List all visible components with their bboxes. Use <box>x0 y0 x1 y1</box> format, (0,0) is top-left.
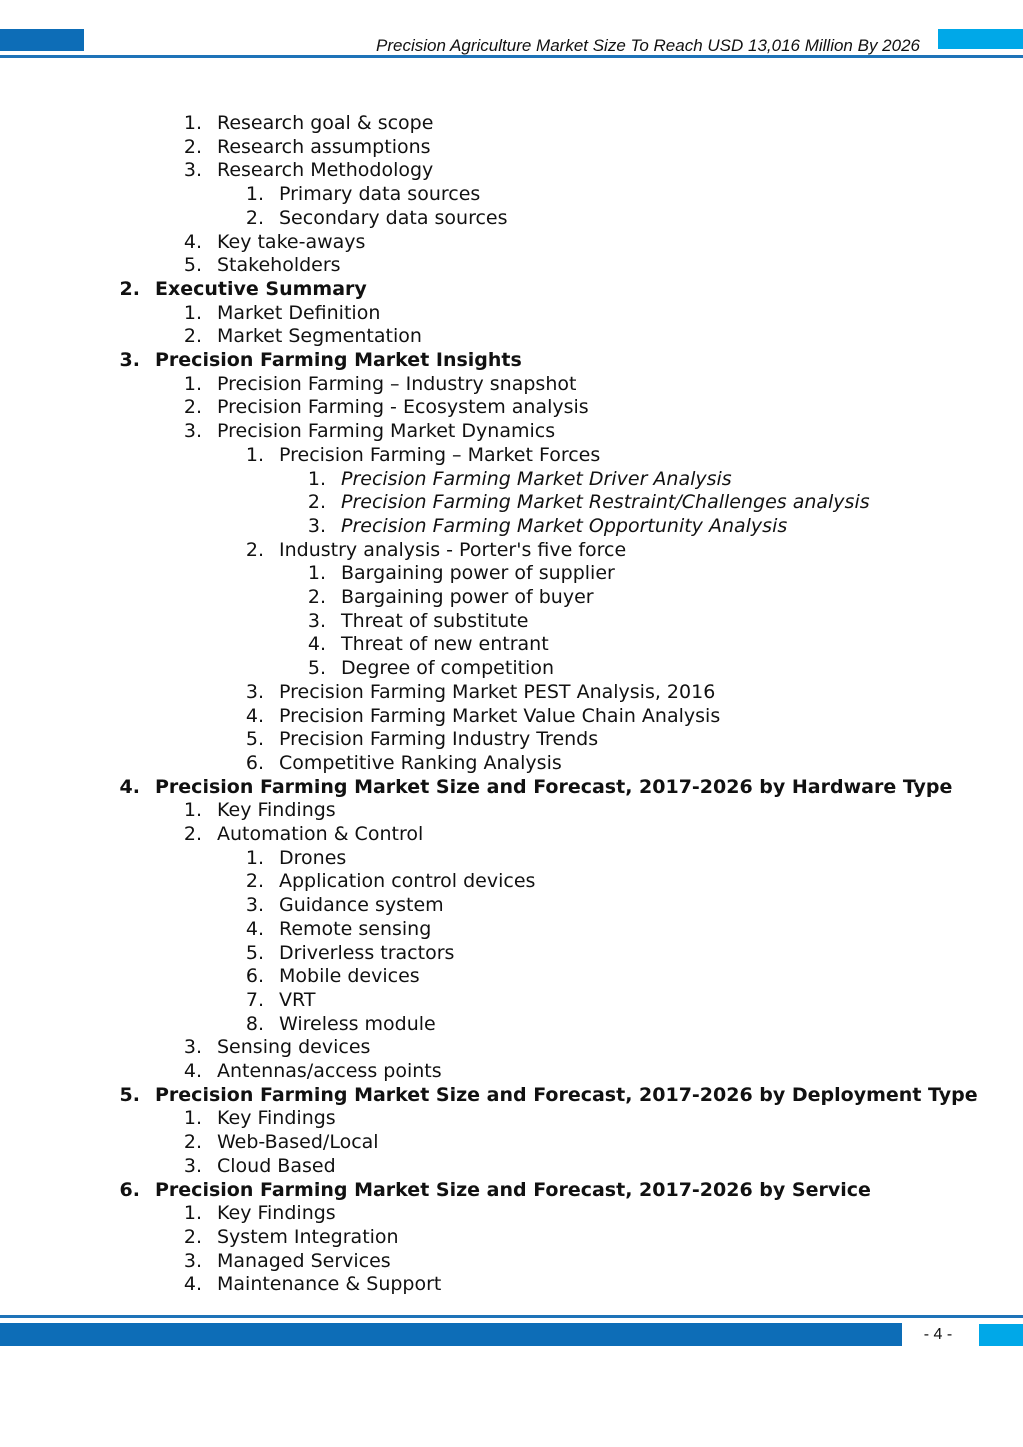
toc-entry-text: Precision Farming Market Value Chain Analysis <box>279 704 721 727</box>
toc-entry <box>183 301 381 325</box>
toc-entry-text: Cloud Based <box>217 1154 336 1177</box>
toc-entry-number: 4. <box>183 1060 202 1082</box>
footer-bar <box>0 1323 902 1346</box>
toc-entry-number: 1. <box>307 467 326 490</box>
toc-entry-text: Drones <box>279 846 347 869</box>
toc-entry <box>245 964 420 988</box>
toc-entry <box>183 1201 336 1225</box>
toc-entry <box>307 467 732 491</box>
toc-entry-number: 3. <box>183 159 202 182</box>
toc-entry-text: Research assumptions <box>217 135 431 158</box>
toc-entry-number: 5. <box>183 254 202 277</box>
toc-entry <box>183 1225 399 1249</box>
toc-entry-text: Sensing devices <box>217 1036 371 1059</box>
toc-entry-text: Precision Farming Market Size and Forecast, 2017-2026 by Service <box>155 1178 871 1201</box>
toc-entry-number: 1. <box>183 1107 202 1130</box>
toc-entry <box>245 206 508 230</box>
toc-entry-text: Precision Farming Market PEST Analysis, 2016 <box>279 680 716 703</box>
toc-entry <box>183 1272 442 1296</box>
toc-entry-number: 1. <box>245 183 264 206</box>
toc-entry-text: Guidance system <box>279 894 444 917</box>
toc-entry-text: Precision Farming – Market Forces <box>279 443 601 466</box>
toc-entry <box>245 893 444 917</box>
toc-entry <box>183 1106 336 1130</box>
toc-entry-text: Maintenance & Support <box>217 1273 442 1296</box>
toc-entry-number: 2. <box>183 823 202 845</box>
toc-entry-text: Precision Farming Market Size and Forecast, 2017-2026 by Deployment Type <box>155 1083 978 1106</box>
toc-entry <box>183 158 434 182</box>
toc-entry <box>245 182 481 206</box>
toc-entry <box>307 656 554 680</box>
toc-entry-text: Remote sensing <box>279 917 432 940</box>
toc-entry <box>245 704 721 728</box>
toc-entry-number: 2. <box>307 491 326 514</box>
header-divider <box>0 55 1023 58</box>
toc-entry-number: 5. <box>245 941 264 964</box>
toc-entry <box>245 941 455 965</box>
toc-entry-text: Automation & Control <box>217 823 424 845</box>
toc-entry-text: Precision Farming Market Insights <box>155 349 522 371</box>
toc-entry <box>245 869 536 893</box>
toc-entry-number: 1. <box>245 443 264 466</box>
toc-entry-number: 4. <box>245 704 264 727</box>
toc-entry-number: 4. <box>183 1273 202 1296</box>
toc-entry-text: Precision Farming Industry Trends <box>279 728 599 751</box>
toc-entry-text: Primary data sources <box>279 183 481 206</box>
toc-entry-text: Secondary data sources <box>279 206 508 229</box>
toc-entry-number: 4. <box>119 775 140 798</box>
toc-entry-text: Antennas/access points <box>217 1060 442 1082</box>
toc-entry <box>245 1012 436 1036</box>
toc-entry <box>307 561 615 585</box>
toc-entry-number: 6. <box>245 965 264 988</box>
toc-entry <box>183 1130 379 1154</box>
toc-entry <box>183 135 431 159</box>
toc-entry-number: 4. <box>183 230 202 253</box>
toc-entry-text: Degree of competition <box>341 657 554 680</box>
toc-entry-text: Key take-aways <box>217 230 366 253</box>
toc-entry-text: Industry analysis - Porter's five force <box>279 538 627 561</box>
toc-entry-number: 2. <box>183 1225 202 1248</box>
toc-entry <box>183 230 366 254</box>
toc-entry-text: Precision Farming Market Size and Forecast, 2017-2026 by Hardware Type <box>155 775 953 798</box>
toc-entry-text: Precision Farming Market Dynamics <box>217 420 556 443</box>
toc-entry-number: 3. <box>183 1036 202 1059</box>
toc-entry <box>307 490 870 514</box>
toc-entry-number: 7. <box>245 988 264 1011</box>
toc-entry <box>245 538 627 562</box>
footer-divider <box>0 1315 1023 1318</box>
page-number: - 4 - <box>923 1326 953 1343</box>
toc-entry-text: Precision Farming – Industry snapshot <box>217 372 577 395</box>
toc-entry-text: Mobile devices <box>279 965 420 988</box>
toc-entry-text: Threat of new entrant <box>341 633 549 656</box>
toc-entry <box>119 775 953 799</box>
toc-entry <box>245 917 432 941</box>
toc-entry-number: 3. <box>183 1154 202 1177</box>
toc-entry <box>183 1035 371 1059</box>
toc-entry-text: Key Findings <box>217 1202 336 1225</box>
toc-entry-number: 8. <box>245 1012 264 1035</box>
toc-entry-number: 3. <box>245 894 264 917</box>
toc-entry <box>119 348 522 372</box>
toc-entry <box>183 1154 336 1178</box>
toc-entry-text: Stakeholders <box>217 254 341 277</box>
toc-entry-number: 4. <box>307 633 326 656</box>
toc-entry-number: 1. <box>183 1202 202 1225</box>
toc-entry-number: 3. <box>183 420 202 443</box>
toc-entry-text: Application control devices <box>279 870 536 893</box>
toc-entry-number: 1. <box>183 372 202 395</box>
toc-entry-text: Managed Services <box>217 1249 391 1272</box>
footer-right-bar <box>979 1324 1023 1346</box>
toc-entry-text: Precision Farming Market Restraint/Challenges analysis <box>341 491 870 514</box>
toc-entry-text: System Integration <box>217 1225 399 1248</box>
toc-entry <box>307 632 549 656</box>
toc-entry-number: 6. <box>245 751 264 774</box>
toc-entry-text: Key Findings <box>217 799 336 822</box>
header-title: Precision Agriculture Market Size To Reach USD 13,016 Million By 2026 <box>376 36 920 55</box>
toc-entry <box>183 395 589 419</box>
toc-entry-text: Executive Summary <box>155 277 367 300</box>
toc-entry-number: 6. <box>119 1178 140 1201</box>
toc-entry-number: 3. <box>119 349 140 371</box>
toc-entry-text: Key Findings <box>217 1107 336 1130</box>
toc-entry-number: 5. <box>245 728 264 751</box>
toc-entry <box>183 1249 391 1273</box>
toc-entry-number: 2. <box>183 325 202 348</box>
header-left-bar <box>0 29 84 51</box>
toc-entry-text: Market Definition <box>217 301 381 324</box>
toc-entry-text: Bargaining power of buyer <box>341 586 594 608</box>
toc-entry <box>307 514 788 538</box>
toc-entry <box>183 253 341 277</box>
toc-entry <box>307 609 529 633</box>
toc-entry <box>245 751 562 775</box>
toc-entry-text: Precision Farming Market Opportunity Analysis <box>341 514 788 537</box>
toc-entry-number: 3. <box>183 1249 202 1272</box>
toc-entry <box>183 372 577 396</box>
toc-entry-text: Market Segmentation <box>217 325 422 348</box>
toc-entry <box>245 443 601 467</box>
toc-entry-text: Bargaining power of supplier <box>341 562 615 585</box>
toc-entry-number: 3. <box>245 680 264 703</box>
toc-entry <box>183 324 422 348</box>
toc-entry-text: Precision Farming Market Driver Analysis <box>341 467 732 490</box>
toc-entry-number: 5. <box>307 657 326 680</box>
toc-entry-number: 1. <box>245 846 264 869</box>
toc-entry-text: Driverless tractors <box>279 941 455 964</box>
toc-entry-number: 2. <box>245 870 264 893</box>
toc-entry <box>245 680 716 704</box>
toc-entry-text: Competitive Ranking Analysis <box>279 751 562 774</box>
toc-entry <box>245 988 316 1012</box>
toc-entry-number: 5. <box>119 1083 140 1106</box>
header-right-bar <box>938 29 1023 49</box>
toc-entry-number: 1. <box>183 301 202 324</box>
toc-entry-number: 4. <box>245 917 264 940</box>
toc-entry-text: Wireless module <box>279 1012 436 1035</box>
toc-entry <box>183 822 424 846</box>
toc-entry-number: 2. <box>183 1131 202 1154</box>
toc-entry <box>183 111 434 135</box>
toc-entry <box>119 1178 871 1202</box>
toc-entry-text: Research Methodology <box>217 159 434 182</box>
toc-entry-text: Precision Farming - Ecosystem analysis <box>217 396 589 419</box>
toc-entry <box>119 1083 978 1107</box>
toc-entry <box>245 727 599 751</box>
toc-entry-number: 1. <box>183 112 202 134</box>
toc-entry <box>183 1059 442 1083</box>
toc-entry-number: 2. <box>183 396 202 419</box>
toc-entry-number: 1. <box>183 799 202 822</box>
toc-entry-text: Research goal & scope <box>217 112 434 134</box>
toc-entry <box>183 419 556 443</box>
toc-entry <box>307 585 594 609</box>
toc-entry-number: 2. <box>245 538 264 561</box>
toc-entry-number: 2. <box>307 586 326 608</box>
toc-entry-number: 2. <box>245 206 264 229</box>
toc-entry-number: 3. <box>307 609 326 632</box>
toc-entry-number: 2. <box>119 277 140 300</box>
toc-entry-number: 2. <box>183 135 202 158</box>
toc-entry-number: 1. <box>307 562 326 585</box>
toc-entry-number: 3. <box>307 514 326 537</box>
toc-entry <box>245 846 347 870</box>
toc-entry-text: Threat of substitute <box>341 609 529 632</box>
toc-entry <box>119 277 367 301</box>
toc-entry-text: Web-Based/Local <box>217 1131 379 1154</box>
toc-entry <box>183 798 336 822</box>
toc-entry-text: VRT <box>279 988 316 1011</box>
